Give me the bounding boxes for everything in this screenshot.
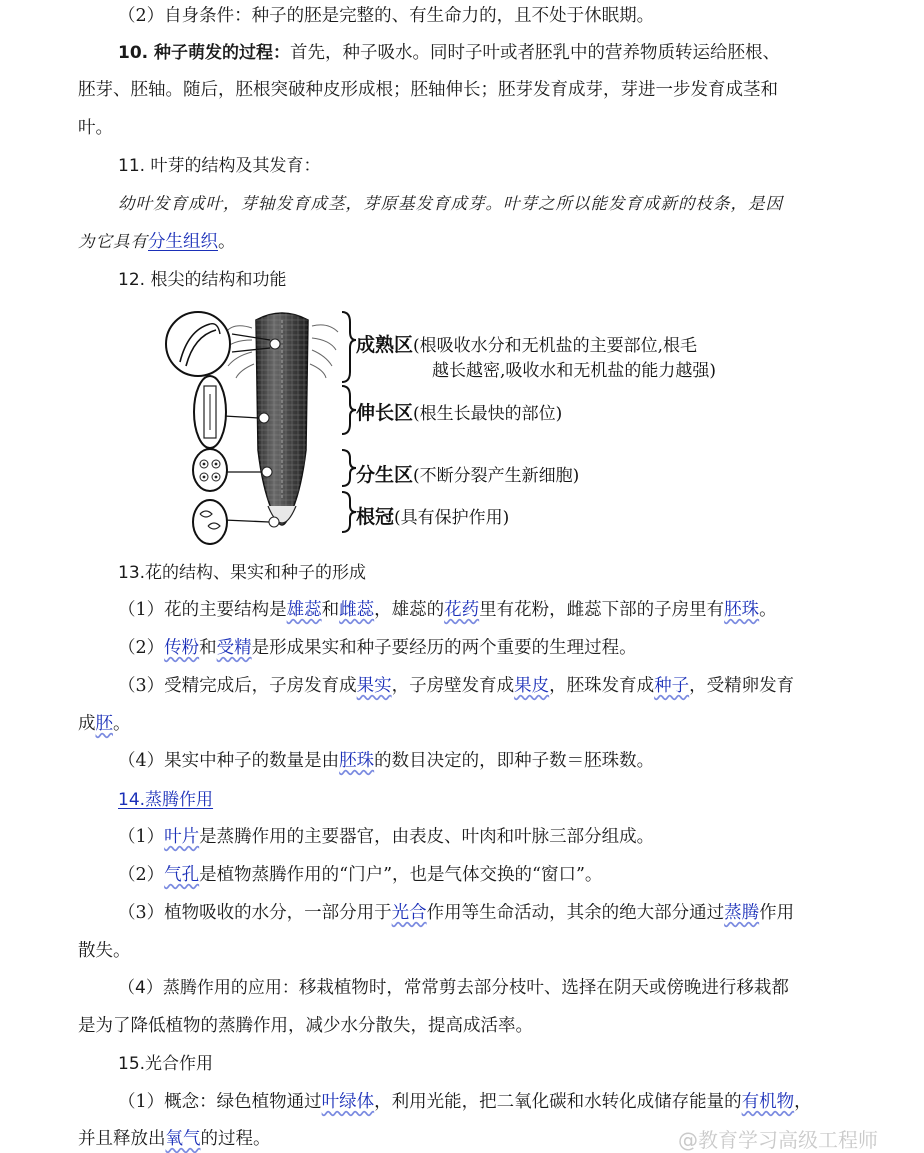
section-10-line-3: 叶。 [78,118,113,138]
zone-braces [338,300,358,550]
zoom-meristem-zone [193,449,227,491]
section-12-title: 12. 根尖的结构和功能 [118,270,287,290]
watermark: @教育学习高级工程师 [678,1128,878,1152]
zone-mature-label: 成熟区(根吸收水分和无机盐的主要部位,根毛 [356,334,698,356]
text-seg: 和 [199,638,217,658]
text-seg: ，利用光能，把二氧化碳和水转化成储存能量的 [374,1092,742,1112]
link-leaf-blade[interactable]: 叶片 [164,827,200,847]
text-seg: 和 [321,600,340,620]
text-seg: （4）果实中种子的数量是由 [118,751,340,771]
text-seg: 移栽植物时，常常剪去部分枝叶、选择在阴天或傍晚进行移栽都 [298,978,789,998]
section-13-item-4 [118,749,884,773]
link-chloroplast[interactable]: 叶绿体 [321,1092,375,1112]
text-seg: 。 [113,714,131,734]
root-tip-diagram [160,300,360,550]
text-seg: 。 [759,600,777,620]
link-seed[interactable]: 种子 [654,676,690,696]
link-fruit[interactable]: 果实 [356,676,392,696]
text-seg: 是蒸腾作用的主要器官，由表皮、叶肉和叶脉三部分组成。 [199,827,655,847]
section-10-text: 首先，种子吸水。同时子叶或者胚乳中的营养物质转运给胚根、 [290,43,781,63]
link-embryo[interactable]: 胚 [95,714,113,734]
zoom-root-cap [193,500,227,544]
text-seg: ，子房壁发育成 [391,676,515,696]
zoom-mature-zone [166,312,230,376]
text-seg: 。 [218,232,236,252]
link-meristem[interactable]: 分生组织 [148,232,218,252]
text-seg: 里有花粉，雌蕊下部的子房里有 [479,600,725,620]
section-14-item-3 [118,901,884,925]
text-seg: （3）受精完成后，子房发育成 [118,676,357,696]
text-seg: （2） [118,865,165,885]
section-10-line [118,41,884,65]
link-transpiration-heading[interactable]: 14.蒸腾作用 [118,790,214,810]
text-seg: 作用等生命活动，其余的绝大部分通过 [426,903,725,923]
link-ovule-2[interactable]: 胚珠 [339,751,375,771]
text-seg: （2） [118,638,165,658]
zone-mature-desc-2: 越长越密,吸收水和无机盐的能力越强) [432,361,717,381]
link-oxygen[interactable]: 氧气 [165,1129,201,1149]
section-13-item-1 [118,598,884,622]
root-tip-figure [160,300,820,550]
section-14-item-4-title: （4）蒸腾作用的应用： [118,978,299,998]
text-seg: 为它具有 [78,232,148,251]
link-anther[interactable]: 花药 [444,600,480,620]
section-13-item-3-cont [78,712,884,736]
link-stamen[interactable]: 雄蕊 [286,600,322,620]
link-stoma[interactable]: 气孔 [164,865,200,885]
text-seg: ，胚珠发育成 [549,676,655,696]
section-14-item-4-cont: 是为了降低植物的蒸腾作用，减少水分散失，提高成活率。 [78,1016,533,1036]
zone-rootcap-label: 根冠(具有保护作用) [356,506,510,528]
text-seg: 并且释放出 [78,1129,166,1149]
condition-line: （2）自身条件：种子的胚是完整的、有生命力的，且不处于休眠期。 [118,6,655,26]
link-transpiration[interactable]: 蒸腾 [724,903,760,923]
link-photosynthesis[interactable]: 光合 [391,903,427,923]
section-13-title: 13.花的结构、果实和种子的形成 [118,563,367,583]
link-fertilization[interactable]: 受精 [216,638,252,658]
section-15-item-1 [118,1090,884,1114]
link-pollination[interactable]: 传粉 [164,638,200,658]
text-seg: ， [794,1092,812,1112]
text-seg: 是形成果实和种子要经历的两个重要的生理过程。 [251,638,637,658]
text-seg: （3）植物吸收的水分，一部分用于 [118,903,392,923]
zone-meristem-label: 分生区(不断分裂产生新细胞) [356,464,580,486]
section-14-title[interactable] [118,788,884,812]
link-organic-matter[interactable]: 有机物 [741,1092,795,1112]
section-13-item-3 [118,674,884,698]
text-seg: （1）概念：绿色植物通过 [118,1092,322,1112]
text-seg: （1） [118,827,165,847]
text-seg: ，雄蕊的 [374,600,445,620]
section-10-title: 10. 种子萌发的过程： [118,43,291,63]
section-14-item-4 [118,976,884,1000]
link-pistil[interactable]: 雌蕊 [339,600,375,620]
text-seg: 的过程。 [200,1129,271,1149]
section-14-item-3-cont: 散失。 [78,941,131,961]
text-seg: 成 [78,714,96,734]
text-seg: 的数目决定的，即种子数＝胚珠数。 [374,751,655,771]
text-seg: 是植物蒸腾作用的“门户”，也是气体交换的“窗口”。 [199,865,603,885]
section-14-item-1 [118,825,884,849]
section-11-line-2 [78,230,884,254]
zone-elongation-label: 伸长区(根生长最快的部位) [356,402,563,424]
section-11-title: 11. 叶芽的结构及其发育： [118,156,321,176]
text-seg: （1）花的主要结构是 [118,600,287,620]
section-10-line-2: 胚芽、胚轴。随后，胚根突破种皮形成根；胚轴伸长；胚芽发育成芽，芽进一步发育成茎和 [78,80,778,100]
text-seg: ，受精卵发育 [689,676,795,696]
text-seg: 作用 [759,903,795,923]
section-13-item-2 [118,636,884,660]
link-pericarp[interactable]: 果皮 [514,676,550,696]
section-14-item-2 [118,863,884,887]
link-ovule[interactable]: 胚珠 [724,600,760,620]
section-11-text: 幼叶发育成叶，芽轴发育成茎，芽原基发育成芽。叶芽之所以能发育成新的枝条，是因 [118,194,783,213]
section-15-title: 15.光合作用 [118,1054,214,1074]
